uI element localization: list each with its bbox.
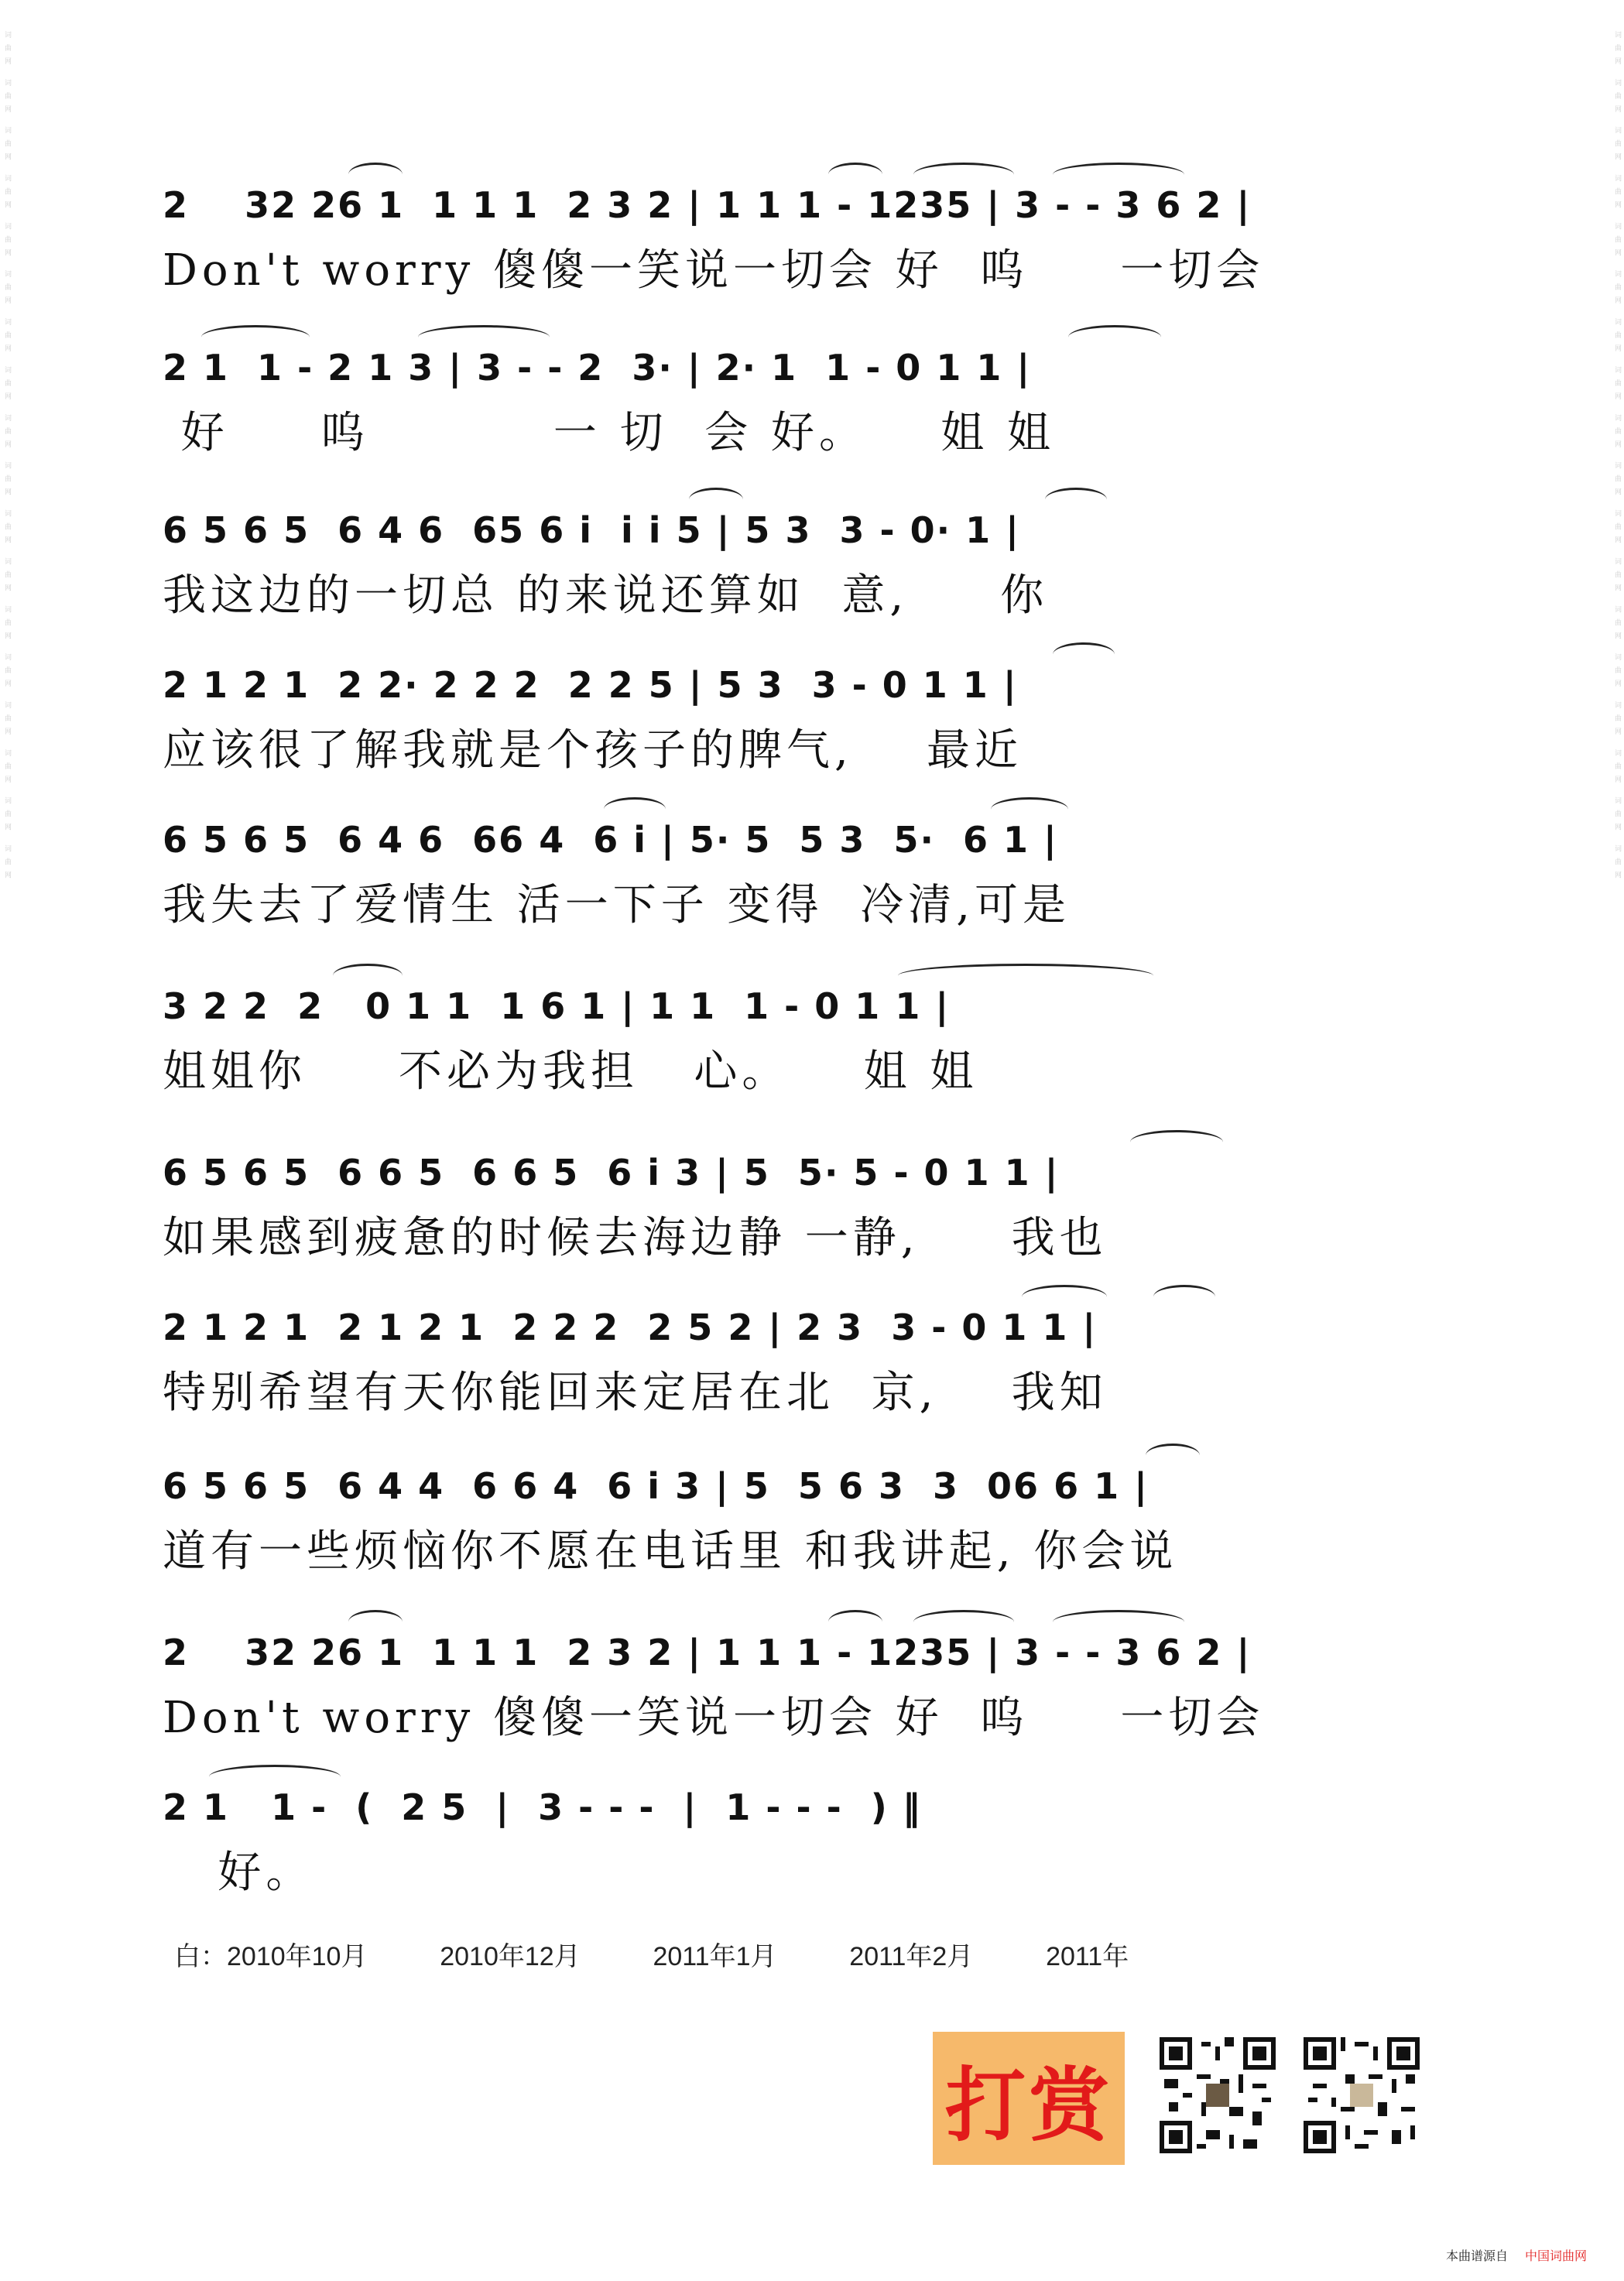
score-system — [163, 488, 1478, 635]
score-system — [163, 1610, 1478, 1757]
score-system — [163, 642, 1478, 789]
notation-line: 2 1 2 1 2 2· 2 2 2 2 2 5 | 5 3 3 - 0 1 1 | — [163, 664, 1018, 706]
score-system — [163, 1765, 1478, 1912]
notation-line: 6 5 6 5 6 4 6 65 6 i i i 5 | 5 3 3 - 0· 1 | — [163, 509, 1020, 551]
lyrics-line: 特别希望有天你能回来定居在北 京, 我知 — [163, 1368, 1108, 1418]
notation-line: 6 5 6 5 6 6 5 6 6 5 6 i 3 | 5 5· 5 - 0 1 1 | — [163, 1152, 1060, 1194]
lyrics-line: 姐姐你 不必为我担 心。 姐 姐 — [163, 1046, 978, 1097]
notation-line: 2 1 1 - ( 2 5 | 3 - - - | 1 - - - ) ‖ — [163, 1786, 922, 1828]
score-system — [163, 1130, 1478, 1277]
lyrics-line: Don't worry 傻傻一笑说一切会 好 呜 一切会 — [163, 1693, 1265, 1743]
lyrics-line: Don't worry 傻傻一笑说一切会 好 呜 一切会 — [163, 245, 1265, 296]
lyrics-line: 我失去了爱情生 活一下子 变得 冷清,可是 — [163, 880, 1071, 930]
lyrics-line: 我这边的一切总 的来说还算如 意, 你 — [163, 570, 1049, 621]
qr-code-icon — [1304, 2037, 1420, 2153]
source-label: 本曲谱源自 — [1446, 2250, 1509, 2263]
score-system — [163, 797, 1478, 944]
lyrics-line: 应该很了解我就是个孩子的脾气, 最近 — [163, 725, 1023, 776]
side-watermark-left: 词曲网 词曲网 词曲网 词曲网 词曲网 词曲网 词曲网 词曲网 词曲网 词曲网 词曲网 词曲网 词曲网 词曲网 词曲网 词曲网 词曲网 词曲网 — [3, 31, 11, 885]
side-watermark-right: 词曲网 词曲网 词曲网 词曲网 词曲网 词曲网 词曲网 词曲网 词曲网 词曲网 词曲网 词曲网 词曲网 词曲网 词曲网 词曲网 词曲网 词曲网 — [1613, 31, 1621, 885]
notation-line: 3 2 2 2 0 1 1 1 6 1 | 1 1 1 - 0 1 1 | — [163, 985, 951, 1027]
score-system — [163, 1444, 1478, 1591]
notation-line: 2 32 26 1 1 1 1 2 3 2 | 1 1 1 - 1235 | 3 - - 3 6 2 | — [163, 1632, 1252, 1673]
score-system — [163, 964, 1478, 1111]
lyrics-line: 道有一些烦恼你不愿在电话里 和我讲起, 你会说 — [163, 1526, 1178, 1577]
notation-line: 2 1 2 1 2 1 2 1 2 2 2 2 5 2 | 2 3 3 - 0 1 1 | — [163, 1307, 1098, 1348]
score-system — [163, 1285, 1478, 1432]
notation-line: 6 5 6 5 6 4 6 66 4 6 i | 5· 5 5 3 5· 6 1 | — [163, 819, 1058, 861]
source-note — [1446, 2246, 1587, 2264]
dates-line: 白：2010年10月 2010年12月 2011年1月 2011年2月 2011年 — [174, 1942, 1129, 1971]
notation-line: 2 32 26 1 1 1 1 2 3 2 | 1 1 1 - 1235 | 3 - - 3 6 2 | — [163, 184, 1252, 226]
lyrics-line: 好。 — [163, 1848, 314, 1898]
lyrics-line: 如果感到疲惫的时候去海边静 一静, 我也 — [163, 1213, 1108, 1263]
score-system — [163, 325, 1478, 472]
lyrics-line: 好 呜 一 切 会 好。 姐 姐 — [163, 408, 1056, 458]
notation-line: 2 1 1 - 2 1 3 | 3 - - 2 3· | 2· 1 1 - 0 1 1 | — [163, 347, 1032, 389]
reward-button[interactable]: 打赏 — [933, 2032, 1125, 2165]
score-system — [163, 163, 1478, 310]
notation-line: 6 5 6 5 6 4 4 6 6 4 6 i 3 | 5 5 6 3 3 06 6 1 | — [163, 1465, 1149, 1507]
site-link[interactable]: 中国词曲网 — [1525, 2250, 1588, 2263]
qr-code-icon — [1160, 2037, 1276, 2153]
